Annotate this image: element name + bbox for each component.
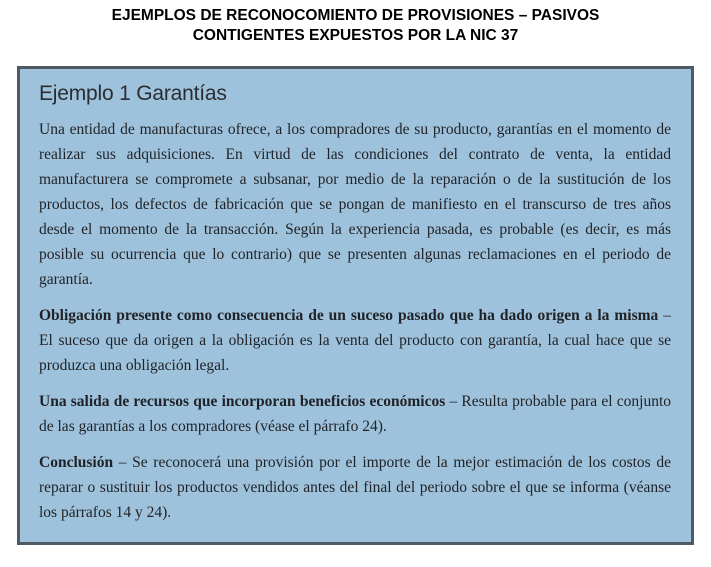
outflow-paragraph: [39, 389, 671, 439]
obligation-text: – El suceso que da origen a la obligación es la venta del producto con garantía, la cual hace que se produzca una obligación legal.: [39, 307, 671, 374]
outflow-label: Una salida de recursos que incorporan beneficios económicos: [39, 393, 446, 410]
outflow-text: – Resulta probable para el conjunto de las garantías a los compradores (véase el párrafo 24).: [39, 393, 671, 435]
conclusion-text: – Se reconocerá una provisión por el importe de la mejor estimación de los costos de reparar o sustituir los productos vendidos antes del final del periodo sobre el que se informa (véanse los párrafos 14 y 24).: [39, 454, 671, 521]
conclusion-label: Conclusión: [39, 454, 114, 471]
obligation-paragraph: [39, 303, 671, 378]
example-box: [17, 66, 694, 545]
intro-paragraph: Una entidad de manufacturas ofrece, a los compradores de su producto, garantías en el momento de realizar sus adquisiciones. En virtud de las condiciones del contrato de venta, la entidad manufacturera se compromete a subsanar, por medio de la reparación o de la sustitución de los productos, los defectos de fabricación que se pongan de manifiesto en el transcurso de tres años desde el momento de la transacción. Según la experiencia pasada, es probable (es decir, es más posible su ocurrencia que lo contrario) que se presenten algunas reclamaciones en el periodo de garantía.: [39, 121, 671, 288]
example-content: [39, 80, 671, 536]
page-title-line-2: CONTIGENTES EXPUESTOS POR LA NIC 37: [192, 27, 519, 44]
example-heading: Ejemplo 1 Garantías: [39, 82, 227, 105]
page-title: [0, 6, 711, 46]
obligation-label: Obligación presente como consecuencia de un suceso pasado que ha dado origen a la misma: [39, 307, 659, 324]
page-title-line-1: EJEMPLOS DE RECONOCOMIENTO DE PROVISIONES – PASIVOS: [111, 7, 600, 24]
conclusion-paragraph: [39, 450, 671, 525]
